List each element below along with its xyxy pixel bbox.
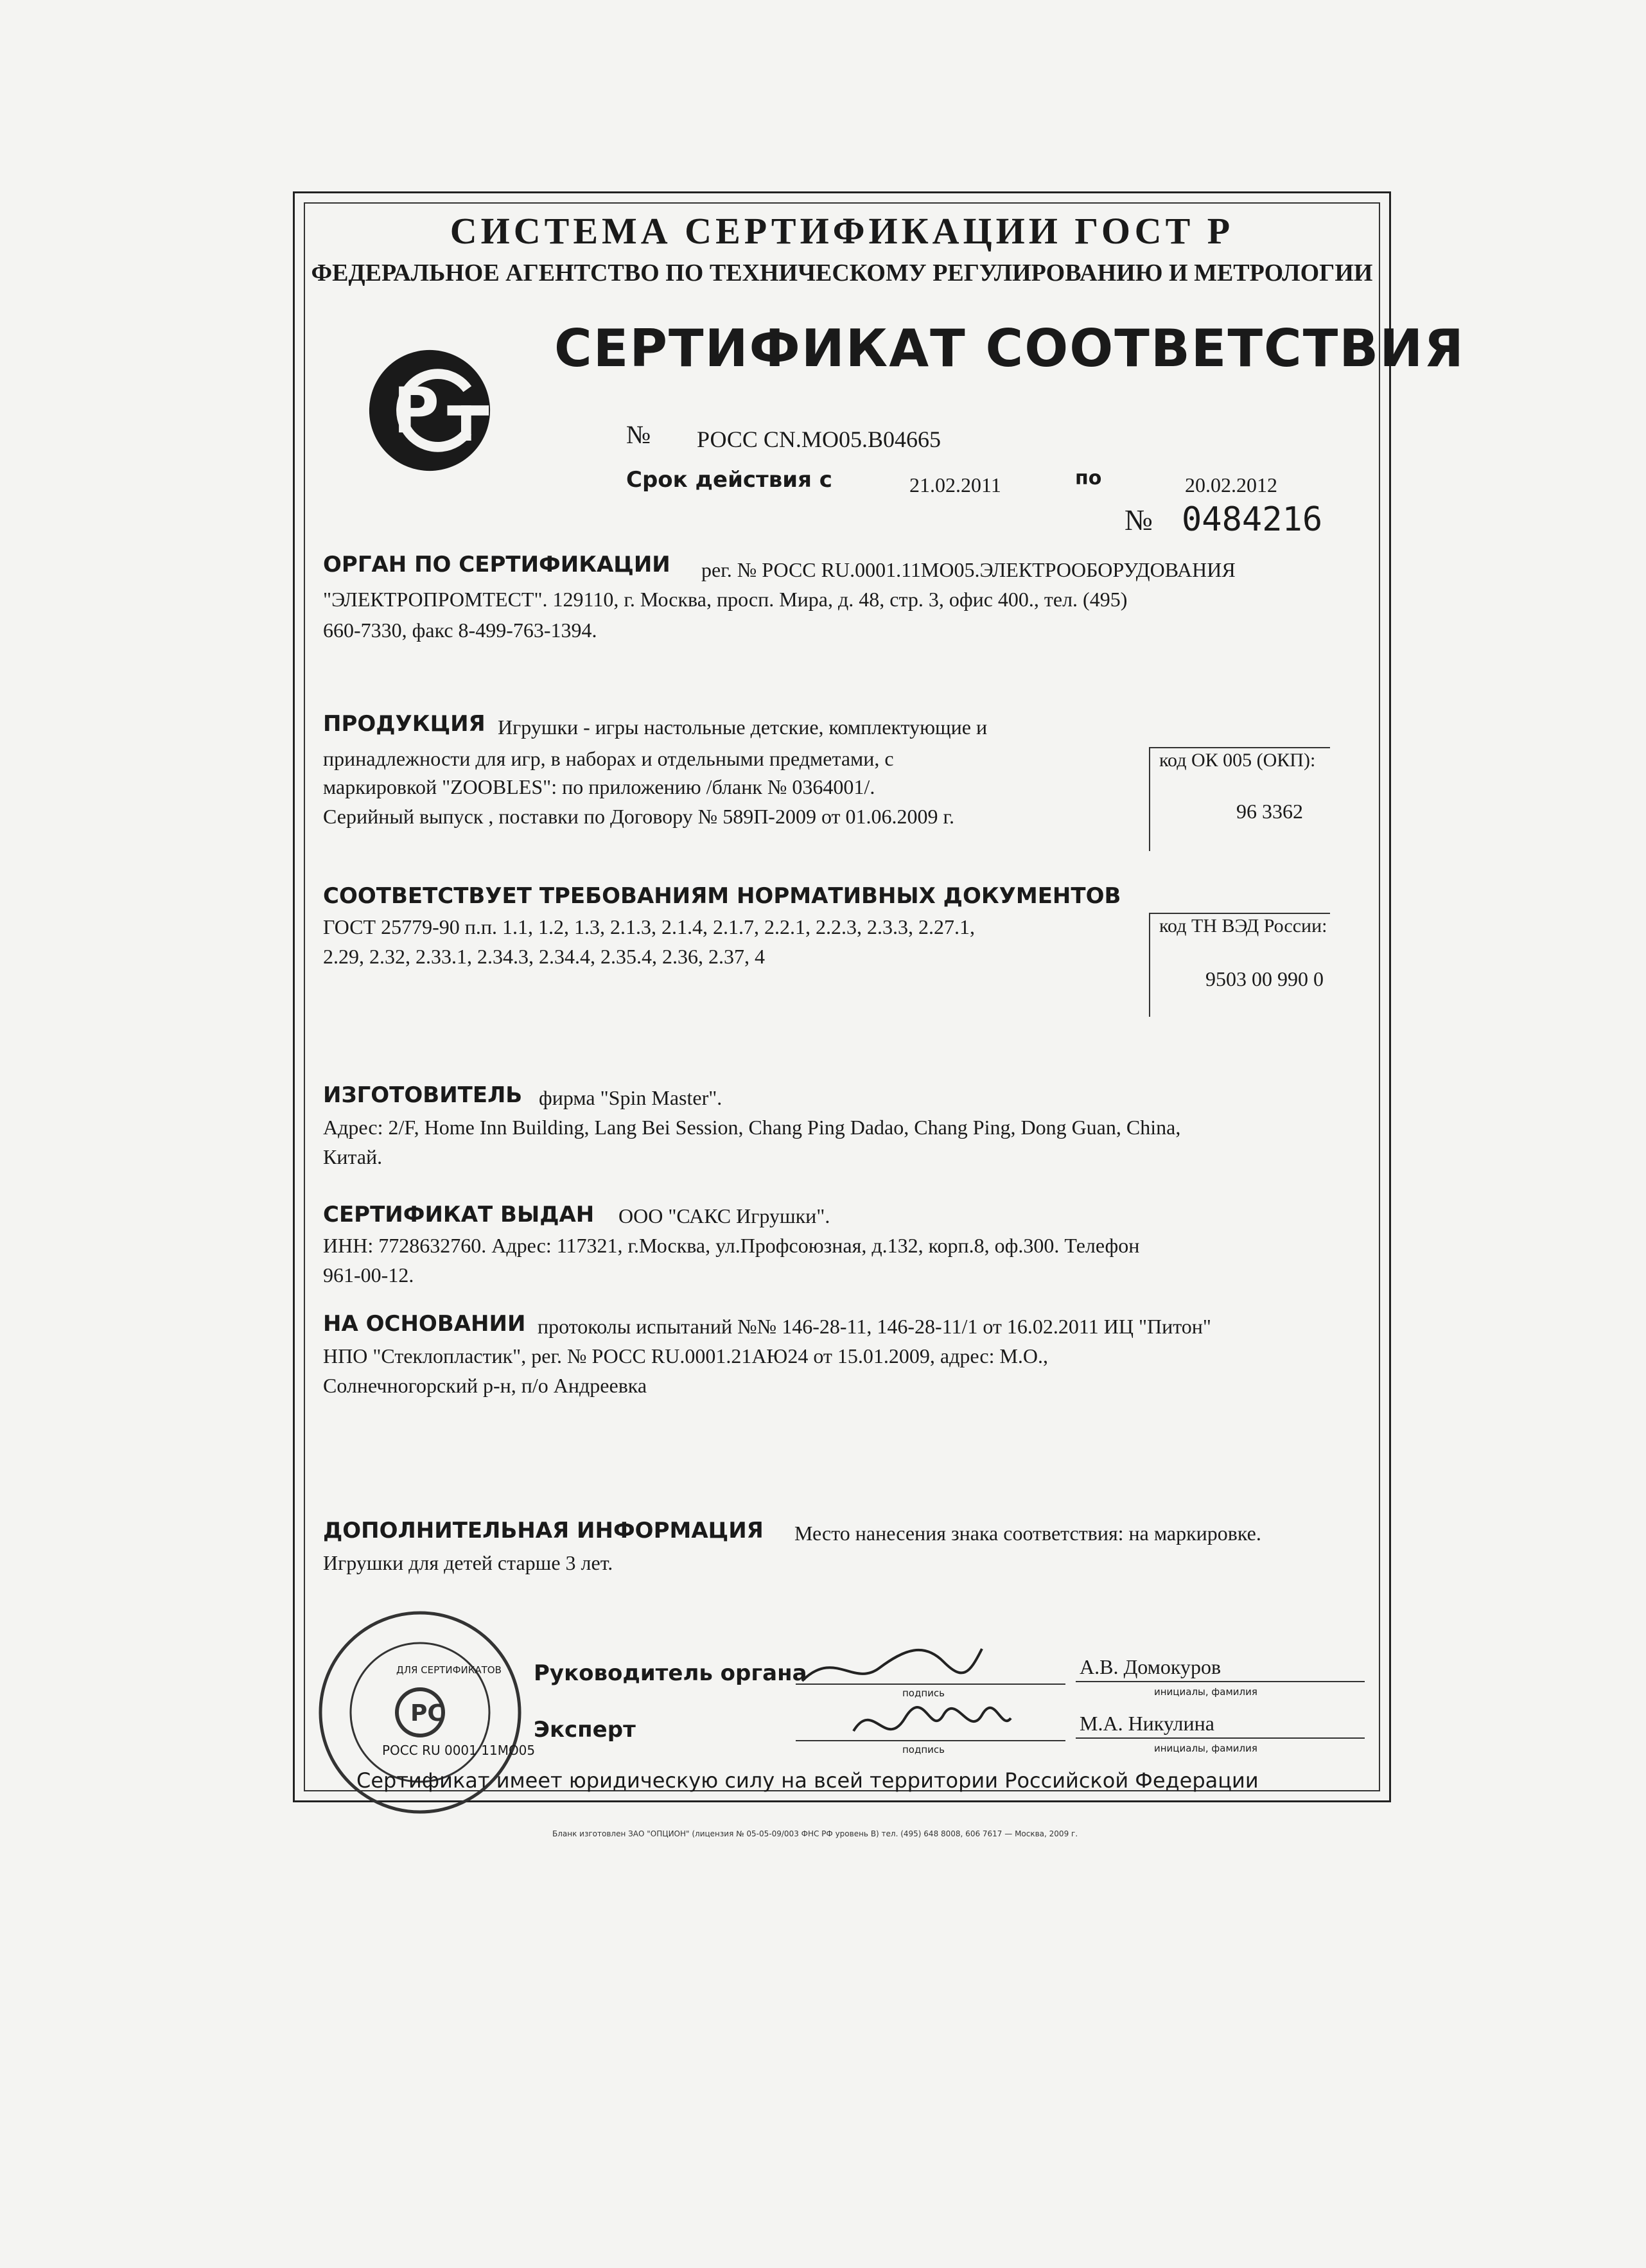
validity-footer: Сертификат имеет юридическую силу на всей территории Российской Федерации: [356, 1768, 1259, 1793]
expert-sign-caption: подпись: [902, 1744, 945, 1755]
svg-text:PC: PC: [410, 1700, 444, 1727]
stamp-reg-text: РОСС RU 0001 11МО05: [382, 1743, 536, 1758]
rst-logo-icon: [367, 347, 493, 473]
certificate-title: СЕРТИФИКАТ СООТВЕТСТВИЯ: [554, 319, 1465, 378]
expert-name: М.А. Никулина: [1080, 1712, 1214, 1735]
basis-line-3: Солнечногорский р-н, п/о Андреевка: [323, 1374, 647, 1397]
expert-signature-icon: [847, 1692, 1014, 1750]
issued-line-2: 961-00-12.: [323, 1263, 414, 1287]
expert-initials-caption: инициалы, фамилия: [1154, 1743, 1257, 1754]
standards-line-2: 2.29, 2.32, 2.33.1, 2.34.3, 2.34.4, 2.35.4, 2.36, 2.37, 4: [323, 945, 765, 968]
manufacturer-address-1: Адрес: 2/F, Home Inn Building, Lang Bei Session, Chang Ping Dadao, Chang Ping, Dong Guan, China,: [323, 1116, 1181, 1139]
organ-line-1: рег. № РОСС RU.0001.11МО05.ЭЛЕКТРООБОРУДОВАНИЯ: [701, 558, 1236, 581]
manufacturer-name: фирма "Spin Master".: [539, 1086, 722, 1109]
product-label: ПРОДУКЦИЯ: [323, 711, 486, 737]
head-signature-icon: [796, 1636, 988, 1694]
manufacturer-address-2: Китай.: [323, 1145, 383, 1168]
no-label: №: [626, 420, 651, 449]
head-name-line: [1076, 1681, 1365, 1682]
head-initials-caption: инициалы, фамилия: [1154, 1686, 1257, 1698]
organ-line-3: 660-7330, факс 8-499-763-1394.: [323, 619, 597, 642]
additional-label: ДОПОЛНИТЕЛЬНАЯ ИНФОРМАЦИЯ: [323, 1518, 764, 1543]
validity-label: Срок действия с: [626, 467, 832, 493]
issued-line-1: ИНН: 7728632760. Адрес: 117321, г.Москва, ул.Профсоюзная, д.132, корп.8, оф.300. Телефон: [323, 1234, 1140, 1257]
okp-value: 96 3362: [1236, 800, 1303, 823]
registration-number: РОСС CN.МО05.В04665: [697, 426, 941, 452]
expert-name-line: [1076, 1737, 1365, 1739]
issued-label: СЕРТИФИКАТ ВЫДАН: [323, 1202, 595, 1227]
head-sign-caption: подпись: [902, 1687, 945, 1699]
product-line-4: Серийный выпуск , поставки по Договору № 589П-2009 от 01.06.2009 г.: [323, 805, 955, 828]
product-line-3: маркировкой "ZOOBLES": по приложению /бланк № 0364001/.: [323, 775, 875, 798]
expert-label: Эксперт: [534, 1717, 636, 1743]
product-line-1: Игрушки - игры настольные детские, комплектующие и: [498, 716, 988, 739]
head-name: А.В. Домокуров: [1080, 1655, 1221, 1678]
product-line-2: принадлежности для игр, в наборах и отдельными предметами, с: [323, 747, 894, 770]
organ-label: ОРГАН ПО СЕРТИФИКАЦИИ: [323, 552, 670, 577]
to-label: по: [1075, 467, 1102, 489]
stamp-center-text: ДЛЯ СЕРТИФИКАТОВ: [396, 1664, 502, 1676]
head-of-organ-label: Руководитель органа: [534, 1660, 807, 1686]
blank-number: 0484216: [1182, 500, 1323, 539]
tnved-label: код ТН ВЭД России:: [1159, 915, 1327, 936]
valid-to: 20.02.2012: [1185, 473, 1277, 497]
standards-line-1: ГОСТ 25779-90 п.п. 1.1, 1.2, 1.3, 2.1.3, 2.1.4, 2.1.7, 2.2.1, 2.2.3, 2.3.3, 2.27.1,: [323, 915, 975, 938]
valid-from: 21.02.2011: [909, 473, 1001, 497]
additional-line-1: Место нанесения знака соответствия: на маркировке.: [794, 1522, 1261, 1545]
basis-line-1: протоколы испытаний №№ 146-28-11, 146-28-11/1 от 16.02.2011 ИЦ "Питон": [538, 1315, 1211, 1338]
standards-label: СООТВЕТСТВУЕТ ТРЕБОВАНИЯМ НОРМАТИВНЫХ ДОКУМЕНТОВ: [323, 883, 1121, 909]
svg-text:Р: Р: [393, 374, 439, 448]
agency-heading: ФЕДЕРАЛЬНОЕ АГЕНТСТВО ПО ТЕХНИЧЕСКОМУ РЕГУЛИРОВАНИЮ И МЕТРОЛОГИИ: [311, 259, 1373, 286]
additional-line-2: Игрушки для детей старше 3 лет.: [323, 1551, 613, 1574]
okp-label: код ОК 005 (ОКП):: [1159, 750, 1316, 771]
basis-line-2: НПО "Стеклопластик", рег. № РОСС RU.0001.21АЮ24 от 15.01.2009, адрес: М.О.,: [323, 1344, 1049, 1367]
manufacturer-label: ИЗГОТОВИТЕЛЬ: [323, 1082, 523, 1108]
blank-no-label: №: [1125, 504, 1153, 536]
certificate-frame: [293, 191, 1465, 1802]
issued-name: ООО "САКС Игрушки".: [618, 1204, 830, 1227]
system-heading: СИСТЕМА СЕРТИФИКАЦИИ ГОСТ Р: [450, 210, 1234, 252]
organ-line-2: "ЭЛЕКТРОПРОМТЕСТ". 129110, г. Москва, просп. Мира, д. 48, стр. 3, офис 400., тел. (495): [323, 588, 1128, 611]
basis-label: НА ОСНОВАНИИ: [323, 1311, 526, 1337]
printer-note: Бланк изготовлен ЗАО "ОПЦИОН" (лицензия № 05-05-09/003 ФНС РФ уровень В) тел. (495) 648 8008, 606 7617 — Москва, 2009 г.: [552, 1829, 1078, 1838]
tnved-value: 9503 00 990 0: [1205, 967, 1324, 990]
